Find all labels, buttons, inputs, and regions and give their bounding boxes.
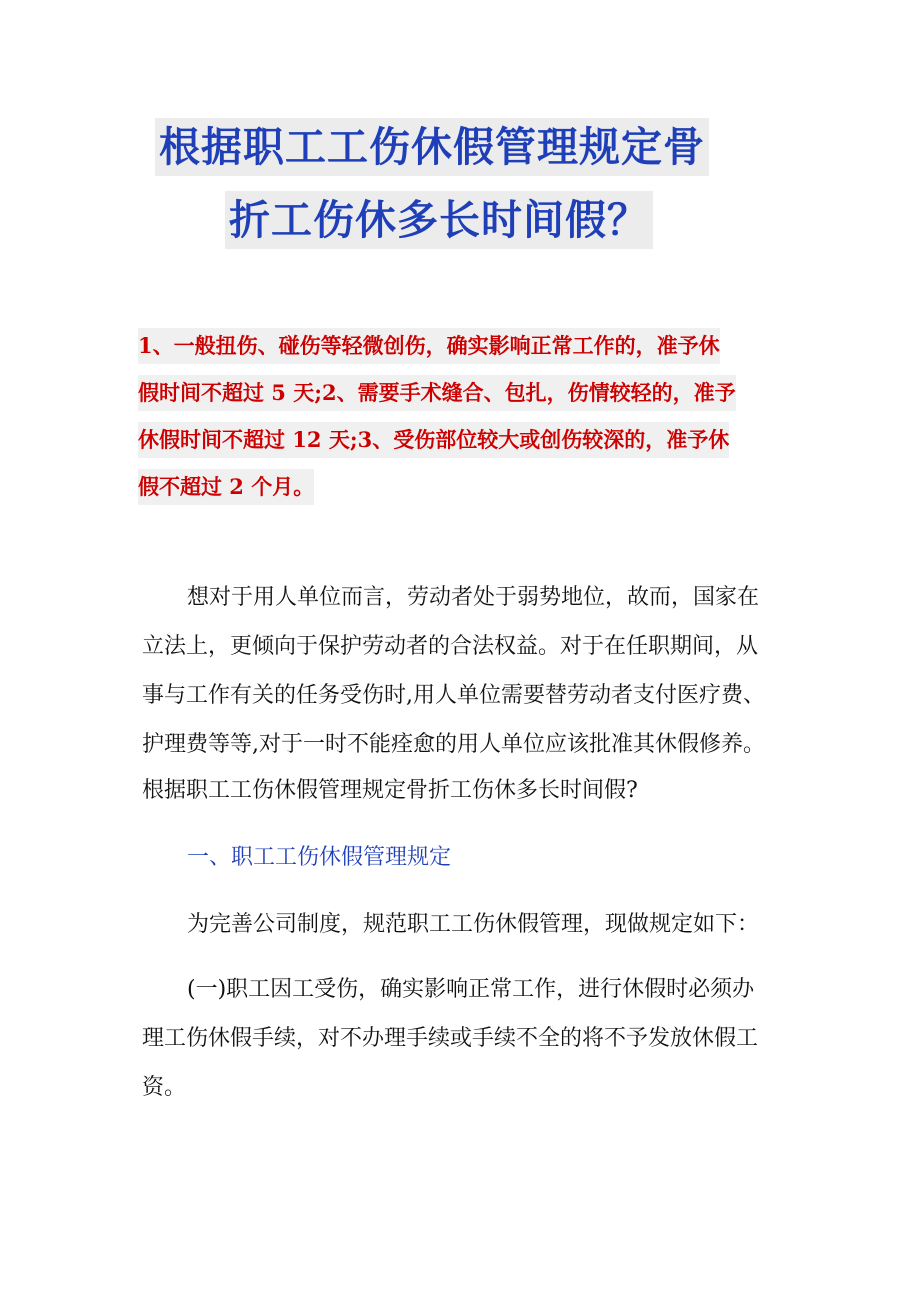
- summary-line: 假不超过 2 个月。: [138, 469, 314, 505]
- rule-line: 资。: [142, 1075, 187, 1100]
- intro-line: 根据职工工伤休假管理规定骨折工伤休多长时间假?: [142, 778, 638, 803]
- intro-line: 立法上，更倾向于保护劳动者的合法权益。对于在任职期间，从: [142, 634, 759, 659]
- title-line-2: 折工伤休多长时间假？: [225, 191, 653, 249]
- summary-line: 1、一般扭伤、碰伤等轻微创伤，确实影响正常工作的，准予休: [138, 328, 720, 364]
- intro-line: 护理费等等,对于一时不能痊愈的用人单位应该批准其休假修养。: [142, 732, 765, 757]
- intro-line: 事与工作有关的任务受伤时,用人单位需要替劳动者支付医疗费、: [142, 683, 765, 708]
- rule-line: 理工伤休假手续，对不办理手续或手续不全的将不予发放休假工: [142, 1026, 759, 1051]
- title-line-1: 根据职工工伤休假管理规定骨: [155, 118, 709, 176]
- section-heading: 一、职工工伤休假管理规定: [187, 845, 452, 870]
- rule-line: (一)职工因工受伤，确实影响正常工作，进行休假时必须办: [187, 977, 755, 1002]
- intro-line: 想对于用人单位而言，劳动者处于弱势地位，故而，国家在: [187, 585, 760, 610]
- section-paragraph: 为完善公司制度，规范职工工伤休假管理，现做规定如下：: [187, 912, 760, 937]
- summary-line: 休假时间不超过 12 天;3、受伤部位较大或创伤较深的，准予休: [138, 422, 729, 458]
- summary-line: 假时间不超过 5 天;2、需要手术缝合、包扎，伤情较轻的，准予: [138, 375, 736, 411]
